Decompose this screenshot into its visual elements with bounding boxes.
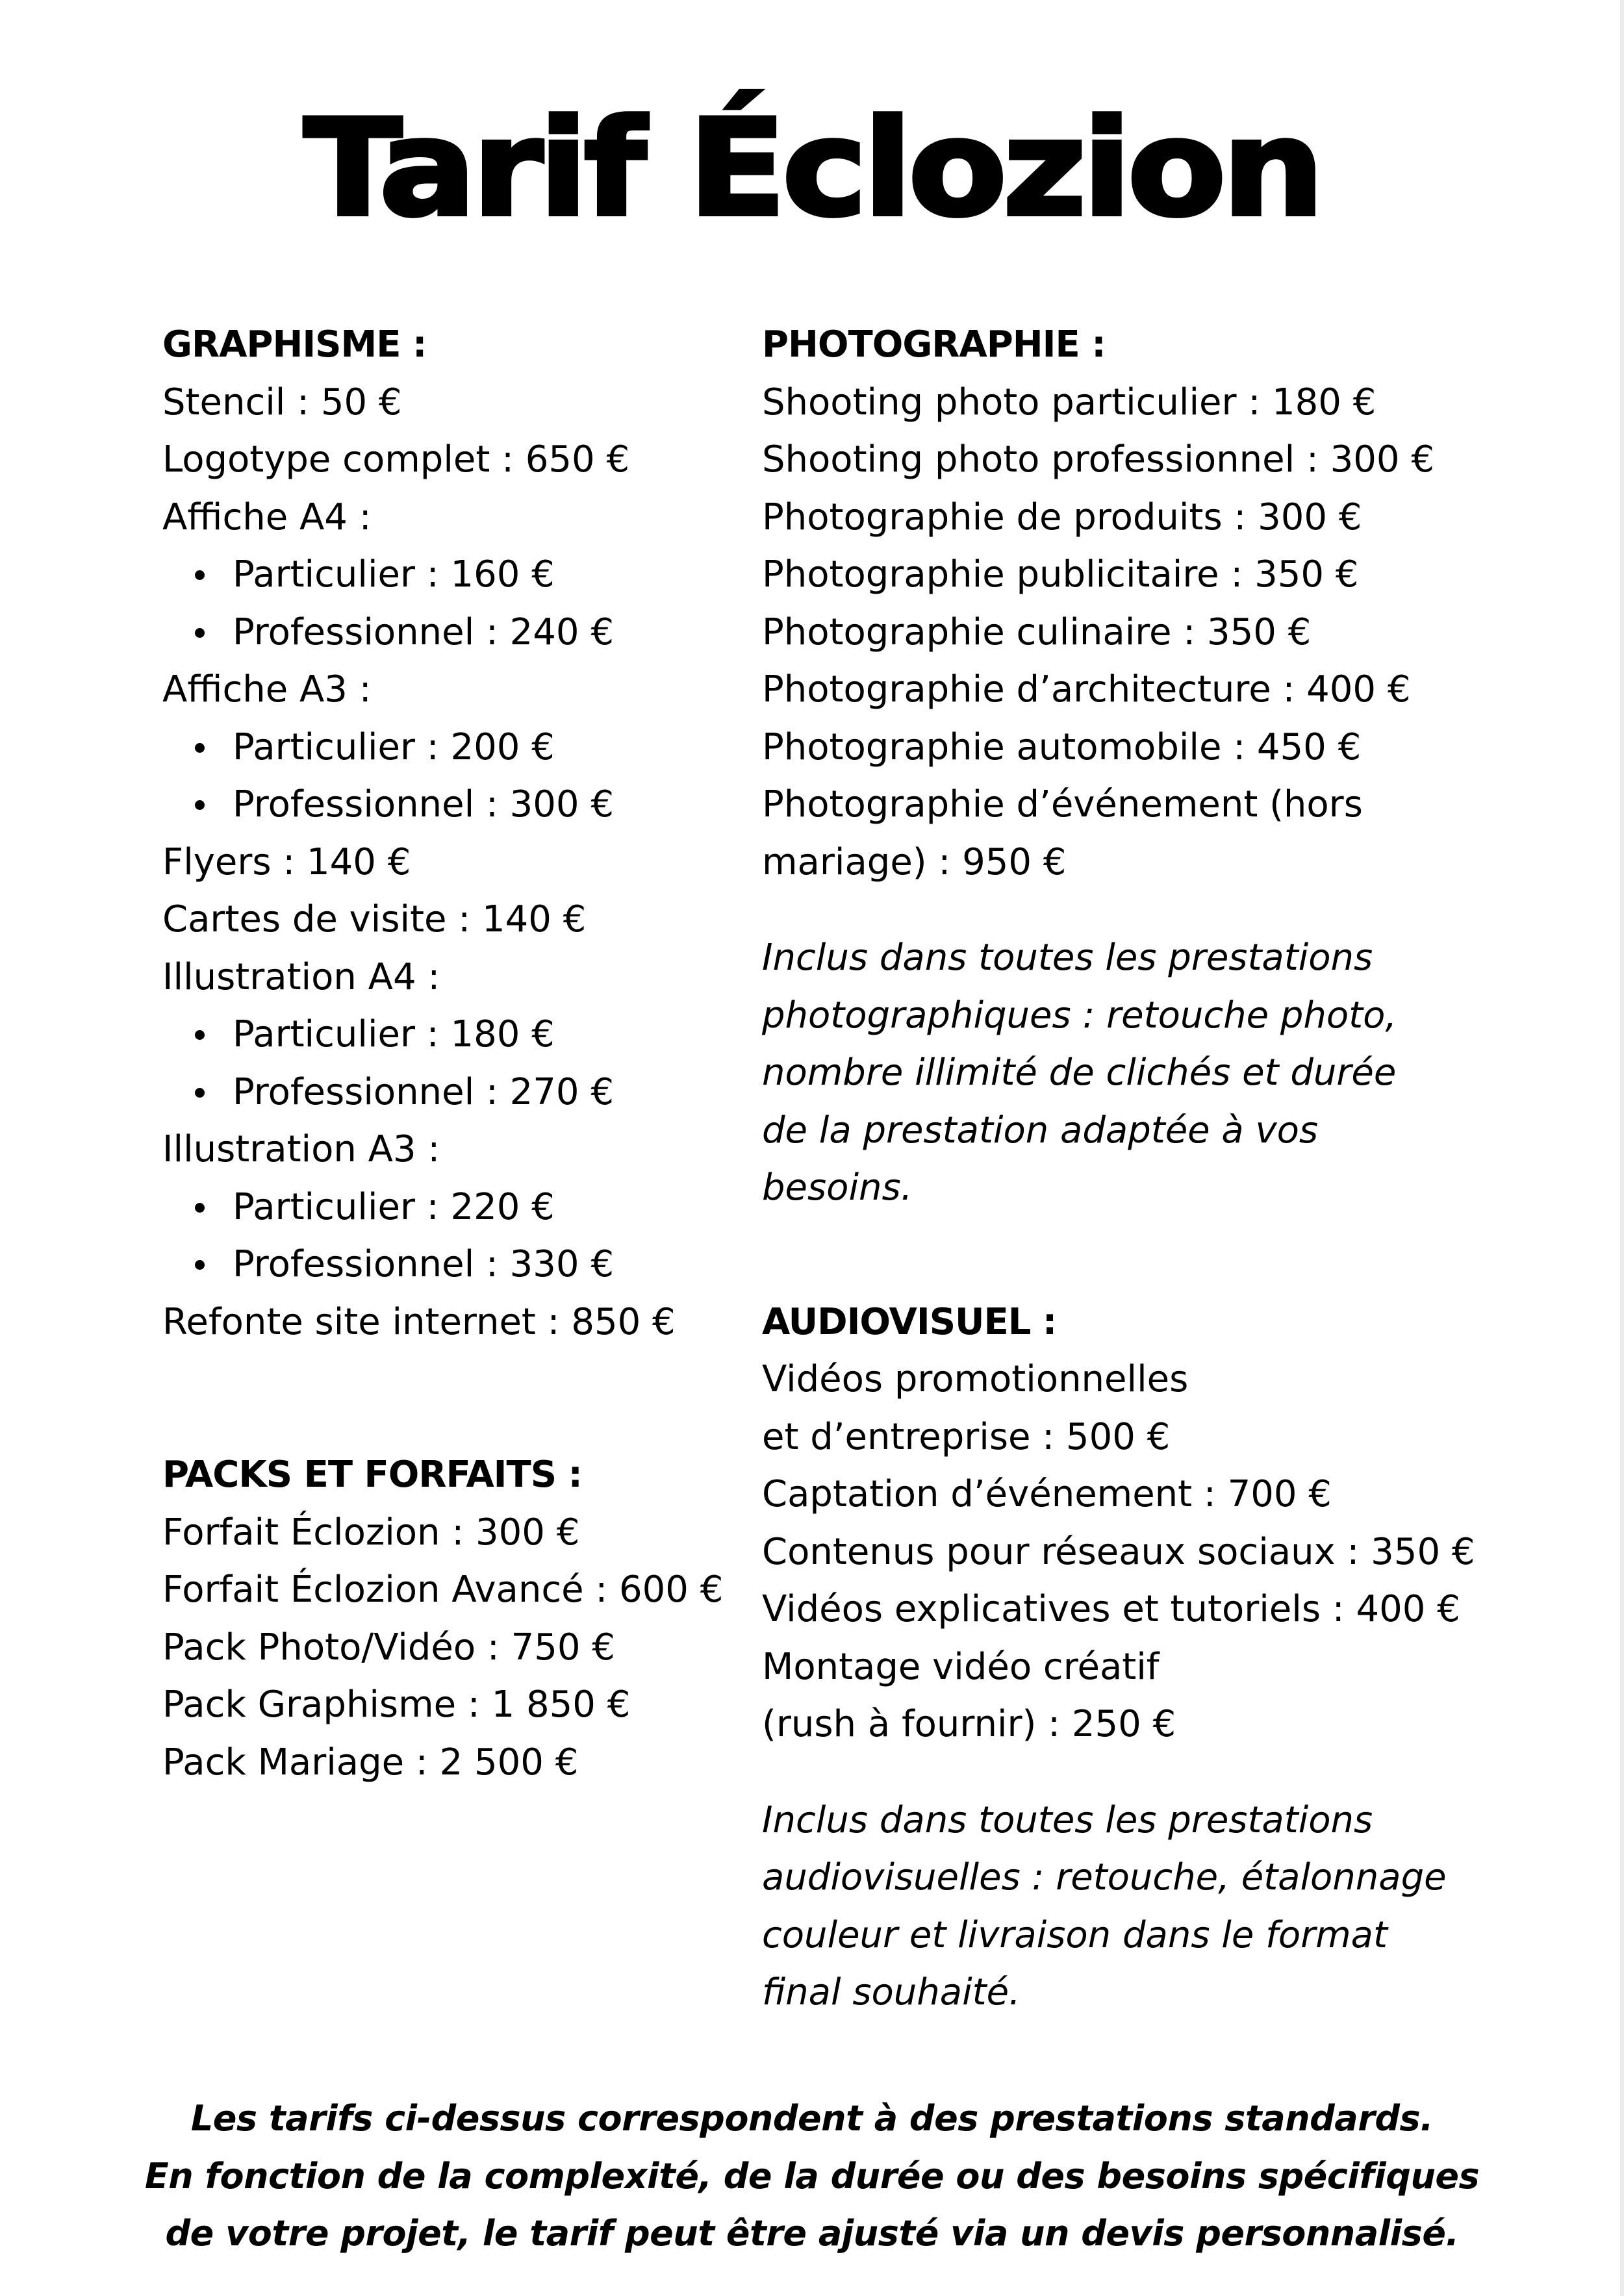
- price-item: Stencil : 50 €: [162, 381, 402, 423]
- price-item: Contenus pour réseaux sociaux : 350 €: [762, 1530, 1475, 1573]
- price-group-label: Illustration A4 :: [162, 955, 440, 998]
- bullet-price-item: Professionnel : 270 €: [162, 1064, 747, 1122]
- right-column: [762, 316, 1490, 2022]
- page-edge-shadow: [1620, 0, 1624, 2296]
- price-item: Vidéos explicatives et tutoriels : 400 €: [762, 1588, 1460, 1630]
- price-item: Vidéos promotionnelles: [762, 1358, 1189, 1400]
- price-item: Montage vidéo créatif: [762, 1645, 1160, 1688]
- bullet-price-item: Professionnel : 240 €: [162, 604, 747, 662]
- price-item: Shooting photo particulier : 180 €: [762, 381, 1377, 423]
- price-group-label: Illustration A3 :: [162, 1128, 440, 1170]
- price-item: Photographie culinaire : 350 €: [762, 611, 1312, 653]
- bullet-price-item: Particulier : 180 €: [162, 1006, 747, 1064]
- price-item: et d’entreprise : 500 €: [762, 1415, 1171, 1458]
- price-item: Pack Photo/Vidéo : 750 €: [162, 1626, 615, 1669]
- bullet-price-item: Particulier : 220 €: [162, 1179, 747, 1237]
- page-title: Tarif Éclozion: [303, 92, 1321, 246]
- price-item: (rush à fournir) : 250 €: [762, 1703, 1176, 1745]
- price-item: Logotype complet : 650 €: [162, 438, 630, 481]
- price-item: Refonte site internet : 850 €: [162, 1300, 676, 1343]
- price-item: Pack Mariage : 2 500 €: [162, 1741, 579, 1784]
- bullet-price-item: Particulier : 200 €: [162, 719, 747, 777]
- audiovisuel-section: [762, 1294, 1490, 2022]
- audiovisuel-heading: AUDIOVISUEL :: [762, 1300, 1057, 1343]
- price-item: Captation d’événement : 700 €: [762, 1473, 1332, 1515]
- bullet-price-item: Particulier : 160 €: [162, 546, 747, 604]
- photographie-note: Inclus dans toutes les prestations photographiques : retouche photo, nombre illimité de clichés et durée de la prestation adaptée à vos besoins.: [762, 937, 1397, 1209]
- price-item: Photographie de produits : 300 €: [762, 496, 1362, 538]
- price-item: Forfait Éclozion Avancé : 600 €: [162, 1569, 724, 1611]
- footer-line: En fonction de la complexité, de la durée ou des besoins spécifiques: [144, 2155, 1480, 2197]
- footer-line: Les tarifs ci-dessus correspondent à des prestations standards.: [190, 2098, 1434, 2139]
- photographie-heading: PHOTOGRAPHIE :: [762, 323, 1106, 366]
- left-column: [162, 316, 747, 1791]
- price-item: Photographie d’architecture : 400 €: [762, 668, 1411, 711]
- bullet-price-item: Professionnel : 330 €: [162, 1236, 747, 1294]
- price-group-label: Affiche A3 :: [162, 668, 372, 711]
- price-item: Cartes de visite : 140 €: [162, 898, 587, 940]
- graphisme-section: [162, 316, 747, 1351]
- bullet-price-item: Professionnel : 300 €: [162, 776, 747, 834]
- photographie-section: [762, 316, 1490, 1217]
- graphisme-heading: GRAPHISME :: [162, 323, 427, 366]
- footer-disclaimer: [0, 2090, 1624, 2263]
- section-spacer: [762, 1217, 1490, 1294]
- section-spacer: [762, 1754, 1490, 1792]
- price-item: Shooting photo professionnel : 300 €: [762, 438, 1434, 481]
- price-item: Photographie automobile : 450 €: [762, 725, 1362, 768]
- price-item: Photographie publicitaire : 350 €: [762, 553, 1359, 596]
- audiovisuel-note: Inclus dans toutes les prestations audiovisuelles : retouche, étalonnage couleur et livraison dans le format final souhaité.: [762, 1798, 1447, 2013]
- packs-section: [162, 1446, 747, 1791]
- section-spacer: [762, 891, 1490, 929]
- price-item: Pack Graphisme : 1 850 €: [162, 1684, 631, 1726]
- packs-heading: PACKS ET FORFAITS :: [162, 1454, 582, 1496]
- price-item: Forfait Éclozion : 300 €: [162, 1511, 580, 1554]
- price-item: Photographie d’événement (hors mariage) : 950 €: [762, 783, 1363, 883]
- section-spacer: [162, 1351, 747, 1446]
- footer-line: de votre projet, le tarif peut être ajusté via un devis personnalisé.: [165, 2213, 1459, 2254]
- price-item: Flyers : 140 €: [162, 840, 411, 883]
- price-group-label: Affiche A4 :: [162, 496, 372, 538]
